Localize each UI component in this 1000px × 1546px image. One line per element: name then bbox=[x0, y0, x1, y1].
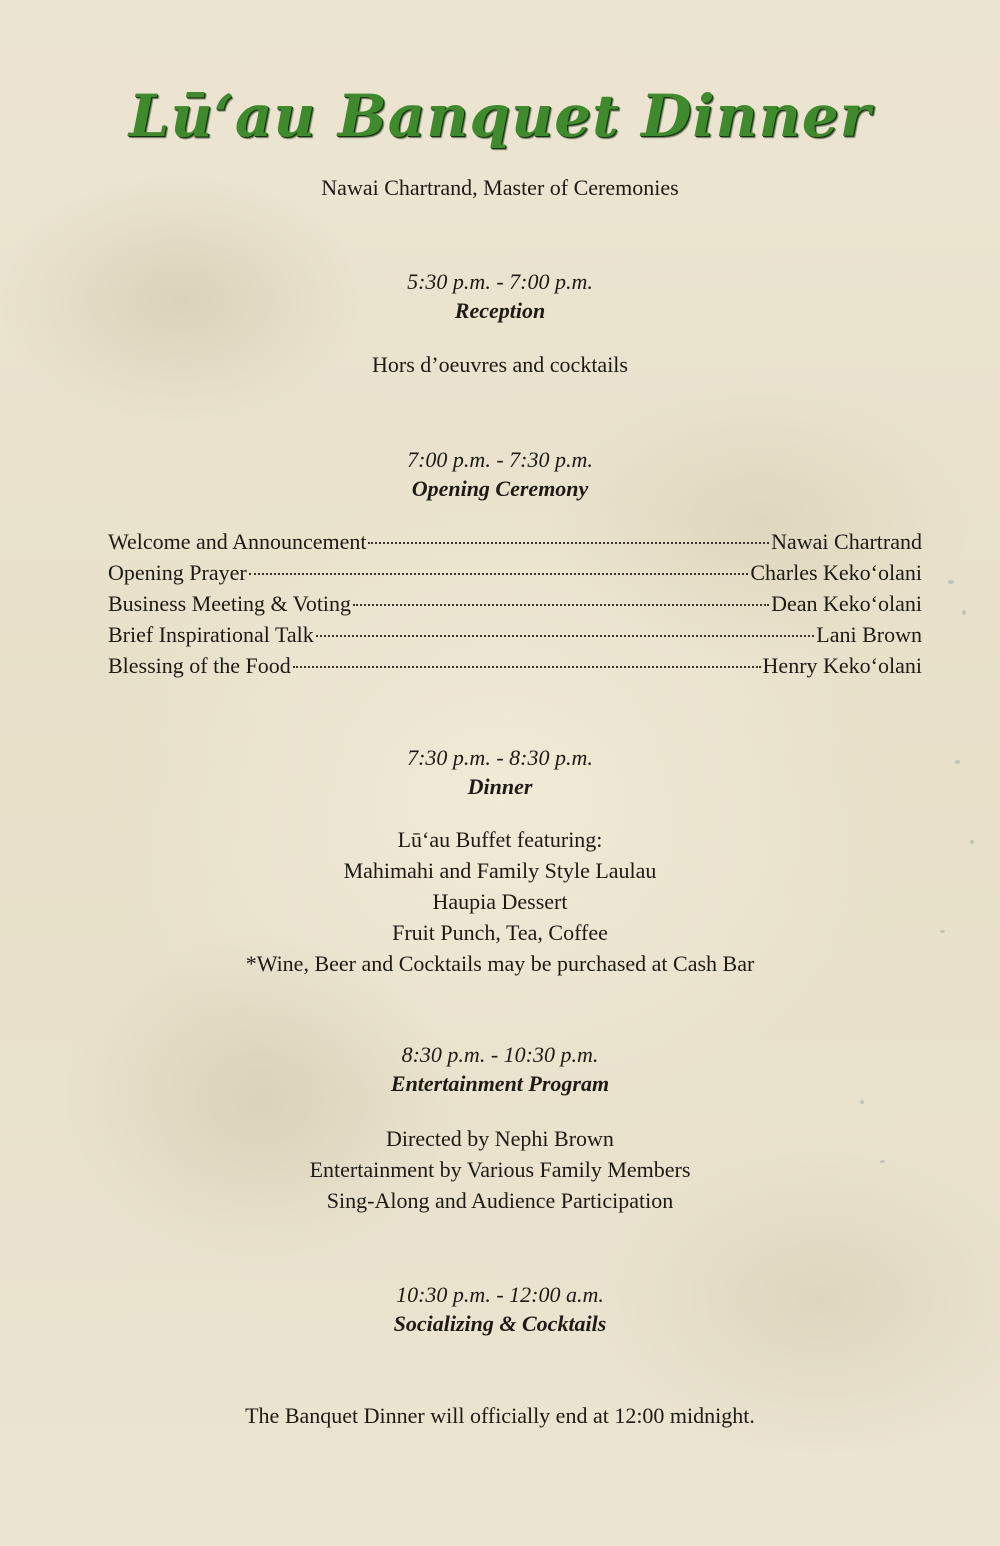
agenda-row bbox=[108, 557, 922, 588]
opening-heading: Opening Ceremony bbox=[411, 476, 589, 501]
closing-note: The Banquet Dinner will officially end at 12:00 midnight. bbox=[245, 1403, 755, 1428]
agenda-row bbox=[108, 526, 922, 557]
dot-leader bbox=[368, 542, 769, 544]
socializing-time: 10:30 p.m. - 12:00 a.m. bbox=[396, 1282, 604, 1307]
agenda-item: Opening Prayer bbox=[108, 560, 247, 585]
dinner-time: 7:30 p.m. - 8:30 p.m. bbox=[407, 745, 593, 770]
opening-time: 7:00 p.m. - 7:30 p.m. bbox=[407, 447, 593, 472]
dot-leader bbox=[353, 604, 769, 606]
entertainment-detail: Entertainment by Various Family Members bbox=[309, 1157, 691, 1182]
dinner-heading: Dinner bbox=[467, 774, 533, 799]
agenda-person: Nawai Chartrand bbox=[771, 529, 922, 554]
master-of-ceremonies: Nawai Chartrand, Master of Ceremonies bbox=[321, 175, 679, 200]
agenda-item: Welcome and Announcement bbox=[108, 529, 367, 554]
dinner-detail: Haupia Dessert bbox=[432, 889, 568, 914]
agenda-item: Brief Inspirational Talk bbox=[108, 622, 314, 647]
agenda-row bbox=[108, 619, 922, 650]
reception-time: 5:30 p.m. - 7:00 p.m. bbox=[407, 269, 593, 294]
entertainment-time: 8:30 p.m. - 10:30 p.m. bbox=[401, 1042, 599, 1067]
dinner-detail: *Wine, Beer and Cocktails may be purchased at Cash Bar bbox=[245, 951, 755, 976]
socializing-heading: Socializing & Cocktails bbox=[393, 1311, 607, 1336]
entertainment-heading: Entertainment Program bbox=[390, 1071, 610, 1096]
dinner-detail: Lū‘au Buffet featuring: bbox=[397, 827, 603, 852]
agenda-row bbox=[108, 650, 922, 681]
agenda-row bbox=[108, 588, 922, 619]
agenda-person: Dean Keko‘olani bbox=[771, 591, 922, 616]
reception-heading: Reception bbox=[454, 298, 546, 323]
dinner-detail: Mahimahi and Family Style Laulau bbox=[343, 858, 657, 883]
paper-speckle bbox=[962, 610, 966, 615]
agenda-person: Charles Keko‘olani bbox=[750, 560, 922, 585]
paper-speckle bbox=[860, 1100, 864, 1104]
dinner-detail: Fruit Punch, Tea, Coffee bbox=[392, 920, 608, 945]
agenda-item: Business Meeting & Voting bbox=[108, 591, 352, 616]
agenda-item: Blessing of the Food bbox=[108, 653, 291, 678]
agenda-list bbox=[108, 526, 922, 681]
entertainment-detail: Sing-Along and Audience Participation bbox=[326, 1188, 674, 1213]
dot-leader bbox=[316, 635, 815, 637]
reception-detail: Hors d’oeuvres and cocktails bbox=[372, 352, 628, 377]
page-title: Lū‘au Banquet Dinner bbox=[128, 82, 872, 150]
agenda-person: Lani Brown bbox=[816, 622, 922, 647]
paper-speckle bbox=[948, 580, 954, 584]
dot-leader bbox=[293, 666, 761, 668]
agenda-person: Henry Keko‘olani bbox=[762, 653, 922, 678]
entertainment-detail: Directed by Nephi Brown bbox=[386, 1126, 614, 1151]
dot-leader bbox=[249, 573, 749, 575]
